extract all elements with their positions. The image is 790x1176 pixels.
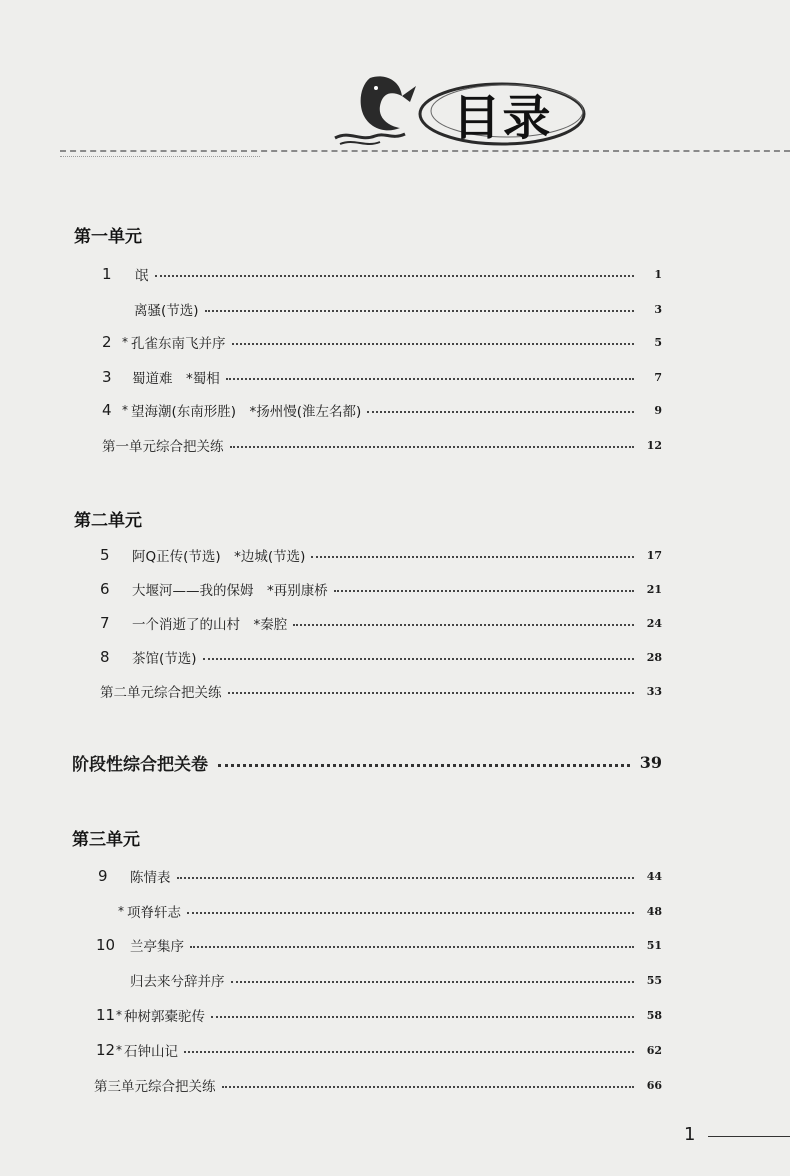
dot-leader — [222, 1086, 635, 1088]
lesson-number: 5 — [100, 546, 110, 564]
page-ref: 12 — [646, 438, 662, 452]
toc-row[interactable] — [96, 933, 662, 957]
lesson-number: 2 — [102, 333, 112, 351]
page-title: 目录 — [452, 89, 553, 146]
lesson-number: 3 — [102, 368, 112, 386]
toc-row[interactable] — [102, 262, 662, 286]
lesson-number: 12 — [96, 1041, 116, 1059]
page-ref: 58 — [646, 1008, 662, 1022]
lesson-title: 第二单元综合把关练 — [100, 685, 222, 701]
optional-star: * — [116, 1008, 122, 1022]
optional-star: * — [118, 904, 124, 918]
lesson-number: 1 — [102, 265, 112, 283]
lesson-number: 8 — [100, 648, 110, 666]
lesson-title: 第三单元综合把关练 — [94, 1079, 216, 1095]
optional-star: * — [122, 335, 128, 349]
header-divider — [60, 150, 790, 152]
dot-leader — [155, 275, 635, 277]
page-ref: 55 — [646, 973, 662, 987]
page-ref: 51 — [646, 938, 662, 952]
dot-leader — [293, 624, 634, 626]
page-ref: 1 — [654, 267, 662, 281]
lesson-number: 9 — [98, 867, 108, 885]
lesson-title: 望海潮(东南形胜) *扬州慢(淮左名都) — [131, 404, 362, 420]
dot-leader — [211, 1016, 634, 1018]
dot-leader — [203, 658, 634, 660]
unit-heading: 第二单元 — [74, 511, 142, 531]
toc-row[interactable] — [102, 330, 662, 354]
lesson-number: 6 — [100, 580, 110, 598]
unit-heading: 第一单元 — [74, 227, 142, 247]
lesson-title: 项脊轩志 — [127, 905, 181, 921]
dot-leader — [218, 764, 630, 767]
dot-leader — [190, 946, 634, 948]
optional-star: * — [122, 403, 128, 417]
toc-row[interactable] — [134, 297, 662, 321]
dot-leader — [334, 590, 634, 592]
toc-row[interactable] — [96, 1038, 662, 1062]
toc-row[interactable] — [96, 1003, 662, 1027]
lesson-title: 蜀道难 *蜀相 — [132, 371, 220, 387]
lesson-title: 陈情表 — [130, 870, 171, 886]
lesson-title: 种树郭橐驼传 — [124, 1009, 205, 1025]
lesson-title: 离骚(节选) — [134, 303, 199, 319]
page-ref: 28 — [646, 650, 662, 664]
header-divider-dotted — [60, 156, 260, 157]
lesson-title: 孔雀东南飞并序 — [131, 336, 226, 352]
page-ref: 44 — [646, 869, 662, 883]
midterm-title: 阶段性综合把关卷 — [72, 754, 208, 775]
lesson-title: 石钟山记 — [124, 1044, 178, 1060]
toc-row[interactable] — [94, 1073, 662, 1097]
toc-row[interactable] — [98, 864, 662, 888]
page-ref: 24 — [646, 616, 662, 630]
page-ref: 62 — [646, 1043, 662, 1057]
lesson-title: 茶馆(节选) — [132, 651, 197, 667]
lesson-title: 阿Q正传(节选) *边城(节选) — [132, 549, 306, 565]
toc-row[interactable] — [100, 577, 662, 601]
lesson-title: 大堰河——我的保姆 *再别康桥 — [132, 583, 328, 599]
dot-leader — [228, 692, 635, 694]
page-ref: 9 — [654, 403, 662, 417]
page-ref: 48 — [646, 904, 662, 918]
toc-row[interactable] — [100, 645, 662, 669]
dot-leader — [367, 411, 634, 413]
page-ref: 17 — [646, 548, 662, 562]
toc-row[interactable] — [100, 611, 662, 635]
title-badge — [415, 78, 590, 148]
toc-row[interactable] — [114, 899, 662, 923]
dot-leader — [187, 912, 634, 914]
lesson-number: 10 — [96, 936, 116, 954]
toc-row[interactable] — [130, 968, 662, 992]
page-ref: 7 — [654, 370, 662, 384]
lesson-title: 第一单元综合把关练 — [102, 439, 224, 455]
lesson-title: 兰亭集序 — [130, 939, 184, 955]
page-ref: 66 — [646, 1078, 662, 1092]
dot-leader — [205, 310, 634, 312]
page-ref: 3 — [654, 302, 662, 316]
lesson-number: 4 — [102, 401, 112, 419]
toc-row-midterm[interactable] — [72, 748, 662, 776]
toc-row[interactable] — [100, 543, 662, 567]
page-number: 1 — [684, 1124, 696, 1145]
lesson-number: 11 — [96, 1006, 116, 1024]
page-ref: 21 — [646, 582, 662, 596]
dot-leader — [184, 1051, 634, 1053]
dot-leader — [232, 343, 635, 345]
page-ref: 33 — [646, 684, 662, 698]
optional-star: * — [116, 1043, 122, 1057]
dot-leader — [226, 378, 634, 380]
footer-rule — [708, 1136, 790, 1137]
lesson-title: 一个消逝了的山村 *秦腔 — [132, 617, 288, 633]
page-ref: 39 — [639, 752, 662, 772]
lesson-number: 7 — [100, 614, 110, 632]
toc-row[interactable] — [102, 365, 662, 389]
page-ref: 5 — [654, 335, 662, 349]
dot-leader — [177, 877, 635, 879]
toc-row[interactable] — [102, 433, 662, 457]
dot-leader — [311, 556, 634, 558]
toc-row[interactable] — [100, 679, 662, 703]
dot-leader — [230, 446, 635, 448]
unit-heading: 第三单元 — [72, 830, 140, 850]
dot-leader — [231, 981, 635, 983]
lesson-title: 氓 — [135, 268, 149, 284]
fish-logo-icon — [330, 68, 420, 148]
toc-row[interactable] — [102, 398, 662, 422]
lesson-title: 归去来兮辞并序 — [130, 974, 225, 990]
